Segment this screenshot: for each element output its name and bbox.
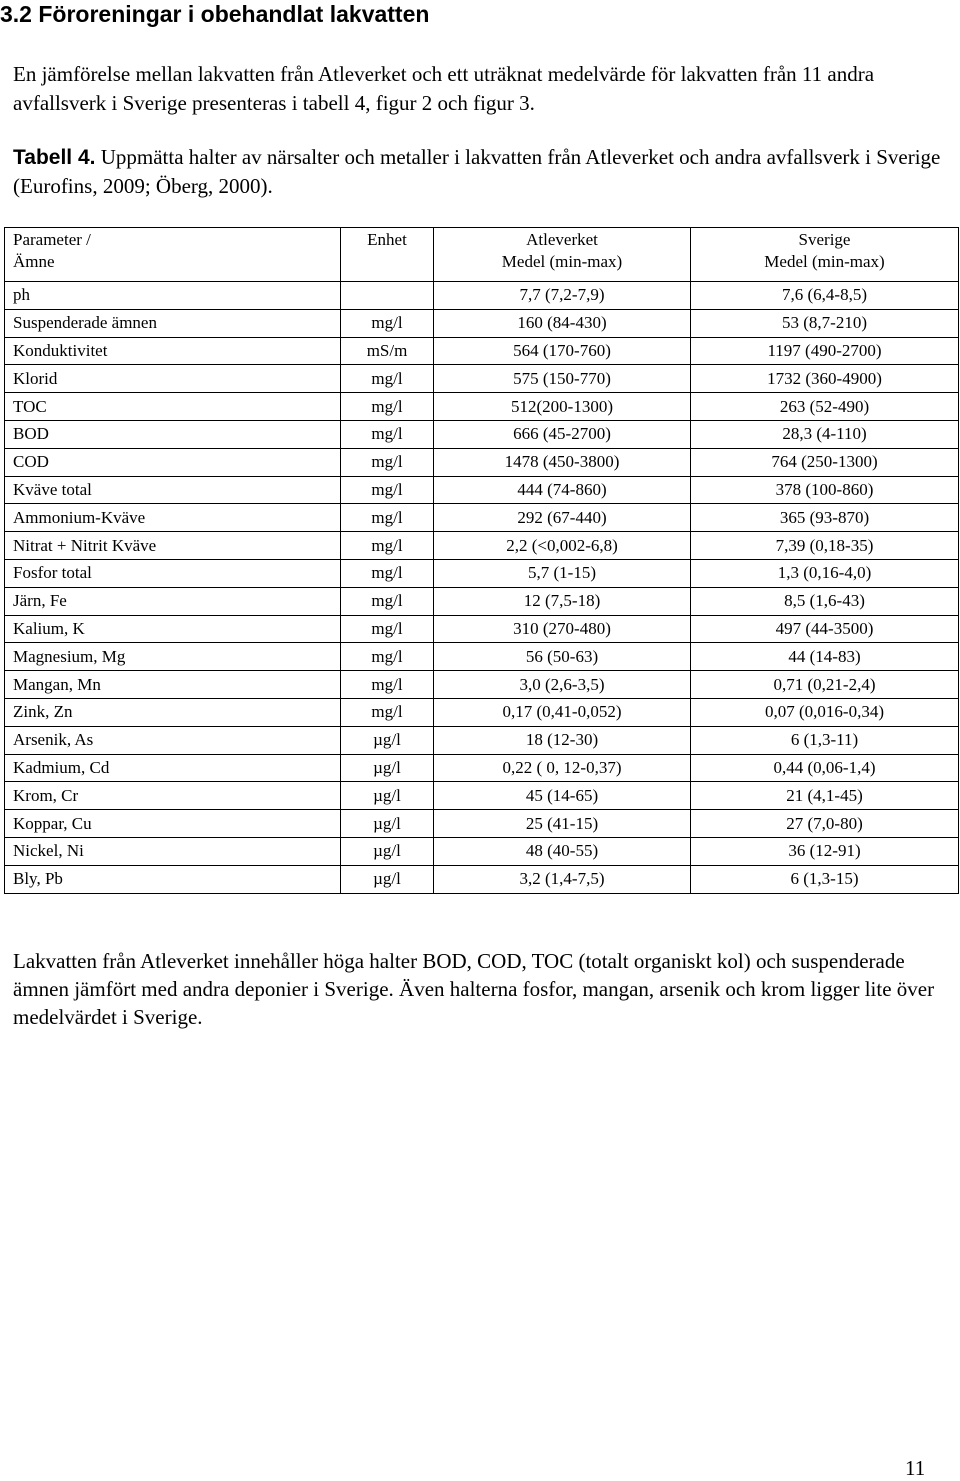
- cell-atleverket: 0,22 ( 0, 12-0,37): [434, 754, 691, 782]
- cell-unit: mg/l: [341, 643, 434, 671]
- cell-sverige: 0,44 (0,06-1,4): [691, 754, 959, 782]
- table-row: [5, 837, 959, 865]
- cell-unit: [341, 282, 434, 310]
- cell-atleverket: 45 (14-65): [434, 782, 691, 810]
- cell-atleverket: 3,2 (1,4-7,5): [434, 865, 691, 893]
- cell-atleverket: 7,7 (7,2-7,9): [434, 282, 691, 310]
- table-row: [5, 865, 959, 893]
- table-caption-label: Tabell 4.: [13, 146, 96, 169]
- cell-parameter: ph: [5, 282, 341, 310]
- cell-atleverket: 292 (67-440): [434, 504, 691, 532]
- cell-parameter: Kalium, K: [5, 615, 341, 643]
- header-parameter: [5, 228, 341, 282]
- table-caption-text: Uppmätta halter av närsalter och metaller i lakvatten från Atleverket och andra avfallsverk i Sverige (Eurofins, 2009; Öberg, 2000).: [13, 145, 941, 198]
- cell-unit: mg/l: [341, 448, 434, 476]
- cell-sverige: 497 (44-3500): [691, 615, 959, 643]
- cell-parameter: Krom, Cr: [5, 782, 341, 810]
- cell-atleverket: 18 (12-30): [434, 726, 691, 754]
- cell-parameter: Ammonium-Kväve: [5, 504, 341, 532]
- cell-parameter: Nickel, Ni: [5, 837, 341, 865]
- page-number: 11: [905, 1456, 926, 1480]
- cell-parameter: Mangan, Mn: [5, 671, 341, 699]
- cell-atleverket: 12 (7,5-18): [434, 587, 691, 615]
- table-caption: [13, 143, 943, 201]
- cell-parameter: Zink, Zn: [5, 698, 341, 726]
- cell-sverige: 1732 (360-4900): [691, 365, 959, 393]
- table-row: [5, 476, 959, 504]
- table-row: [5, 309, 959, 337]
- table-body: [5, 282, 959, 894]
- cell-atleverket: 56 (50-63): [434, 643, 691, 671]
- cell-parameter: Magnesium, Mg: [5, 643, 341, 671]
- cell-atleverket: 575 (150-770): [434, 365, 691, 393]
- header-unit: [341, 228, 434, 282]
- cell-sverige: 36 (12-91): [691, 837, 959, 865]
- cell-sverige: 1197 (490-2700): [691, 337, 959, 365]
- cell-sverige: 27 (7,0-80): [691, 810, 959, 838]
- cell-parameter: Fosfor total: [5, 559, 341, 587]
- cell-sverige: 44 (14-83): [691, 643, 959, 671]
- cell-sverige: 7,39 (0,18-35): [691, 532, 959, 560]
- cell-unit: µg/l: [341, 865, 434, 893]
- table-row: [5, 559, 959, 587]
- table-row: [5, 754, 959, 782]
- cell-sverige: 6 (1,3-15): [691, 865, 959, 893]
- cell-atleverket: 666 (45-2700): [434, 420, 691, 448]
- cell-sverige: 378 (100-860): [691, 476, 959, 504]
- cell-atleverket: 310 (270-480): [434, 615, 691, 643]
- cell-sverige: 764 (250-1300): [691, 448, 959, 476]
- cell-atleverket: 3,0 (2,6-3,5): [434, 671, 691, 699]
- cell-unit: mg/l: [341, 559, 434, 587]
- cell-atleverket: 512(200-1300): [434, 393, 691, 421]
- header-sverige: [691, 228, 959, 282]
- table-row: [5, 643, 959, 671]
- header-sverige-line2: Medel (min-max): [764, 252, 885, 271]
- cell-parameter: Koppar, Cu: [5, 810, 341, 838]
- intro-paragraph: En jämförelse mellan lakvatten från Atleverket och ett uträknat medelvärde för lakvatten från 11 andra avfallsverk i Sverige presenteras i tabell 4, figur 2 och figur 3.: [13, 62, 875, 115]
- cell-parameter: Suspenderade ämnen: [5, 309, 341, 337]
- cell-unit: mg/l: [341, 671, 434, 699]
- table-row: [5, 671, 959, 699]
- cell-sverige: 28,3 (4-110): [691, 420, 959, 448]
- cell-atleverket: 160 (84-430): [434, 309, 691, 337]
- header-unit-line1: Enhet: [367, 230, 407, 249]
- header-atleverket-line2: Medel (min-max): [501, 252, 623, 271]
- cell-unit: mg/l: [341, 309, 434, 337]
- table-row: [5, 337, 959, 365]
- cell-sverige: 0,07 (0,016-0,34): [691, 698, 959, 726]
- header-parameter-line1: Parameter /: [13, 230, 91, 249]
- cell-sverige: 21 (4,1-45): [691, 782, 959, 810]
- cell-unit: mg/l: [341, 615, 434, 643]
- cell-sverige: 53 (8,7-210): [691, 309, 959, 337]
- cell-parameter: COD: [5, 448, 341, 476]
- cell-sverige: 8,5 (1,6-43): [691, 587, 959, 615]
- cell-unit: µg/l: [341, 754, 434, 782]
- section-heading: 3.2 Föroreningar i obehandlat lakvatten: [0, 1, 430, 27]
- table-row: [5, 587, 959, 615]
- cell-parameter: TOC: [5, 393, 341, 421]
- cell-atleverket: 0,17 (0,41-0,052): [434, 698, 691, 726]
- results-table: [4, 227, 959, 894]
- header-parameter-line2: Ämne: [13, 252, 55, 271]
- cell-unit: mg/l: [341, 698, 434, 726]
- cell-unit: µg/l: [341, 837, 434, 865]
- cell-unit: mg/l: [341, 365, 434, 393]
- cell-parameter: Klorid: [5, 365, 341, 393]
- cell-atleverket: 444 (74-860): [434, 476, 691, 504]
- cell-sverige: 0,71 (0,21-2,4): [691, 671, 959, 699]
- cell-parameter: Bly, Pb: [5, 865, 341, 893]
- table-row: [5, 393, 959, 421]
- table-row: [5, 615, 959, 643]
- cell-unit: mg/l: [341, 476, 434, 504]
- cell-unit: mg/l: [341, 504, 434, 532]
- cell-parameter: Nitrat + Nitrit Kväve: [5, 532, 341, 560]
- cell-unit: mg/l: [341, 420, 434, 448]
- cell-unit: µg/l: [341, 810, 434, 838]
- header-atleverket-line1: Atleverket: [526, 230, 598, 249]
- cell-sverige: 7,6 (6,4-8,5): [691, 282, 959, 310]
- table-row: [5, 810, 959, 838]
- cell-unit: mg/l: [341, 393, 434, 421]
- cell-parameter: Arsenik, As: [5, 726, 341, 754]
- cell-unit: mS/m: [341, 337, 434, 365]
- cell-parameter: Konduktivitet: [5, 337, 341, 365]
- cell-sverige: 365 (93-870): [691, 504, 959, 532]
- cell-sverige: 1,3 (0,16-4,0): [691, 559, 959, 587]
- cell-parameter: BOD: [5, 420, 341, 448]
- cell-atleverket: 5,7 (1-15): [434, 559, 691, 587]
- table-row: [5, 504, 959, 532]
- cell-atleverket: 48 (40-55): [434, 837, 691, 865]
- table-row: [5, 448, 959, 476]
- conclusion-paragraph: Lakvatten från Atleverket innehåller höga halter BOD, COD, TOC (totalt organiskt kol) och suspenderade ämnen jämfört med andra deponier i Sverige. Även halterna fosfor, mangan, arsenik och krom ligger lite över medelvärdet i Sverige.: [13, 949, 935, 1029]
- table-header-row: [5, 228, 959, 282]
- table-row: [5, 782, 959, 810]
- cell-parameter: Kadmium, Cd: [5, 754, 341, 782]
- cell-unit: µg/l: [341, 782, 434, 810]
- cell-unit: mg/l: [341, 587, 434, 615]
- header-atleverket: [434, 228, 691, 282]
- table-row: [5, 726, 959, 754]
- cell-unit: µg/l: [341, 726, 434, 754]
- cell-sverige: 6 (1,3-11): [691, 726, 959, 754]
- cell-parameter: Kväve total: [5, 476, 341, 504]
- cell-sverige: 263 (52-490): [691, 393, 959, 421]
- table-row: [5, 532, 959, 560]
- cell-atleverket: 564 (170-760): [434, 337, 691, 365]
- cell-unit: mg/l: [341, 532, 434, 560]
- header-sverige-line1: Sverige: [798, 230, 851, 249]
- cell-atleverket: 1478 (450-3800): [434, 448, 691, 476]
- table-row: [5, 420, 959, 448]
- table-row: [5, 698, 959, 726]
- table-row: [5, 365, 959, 393]
- cell-atleverket: 25 (41-15): [434, 810, 691, 838]
- cell-atleverket: 2,2 (<0,002-6,8): [434, 532, 691, 560]
- cell-parameter: Järn, Fe: [5, 587, 341, 615]
- table-row: [5, 282, 959, 310]
